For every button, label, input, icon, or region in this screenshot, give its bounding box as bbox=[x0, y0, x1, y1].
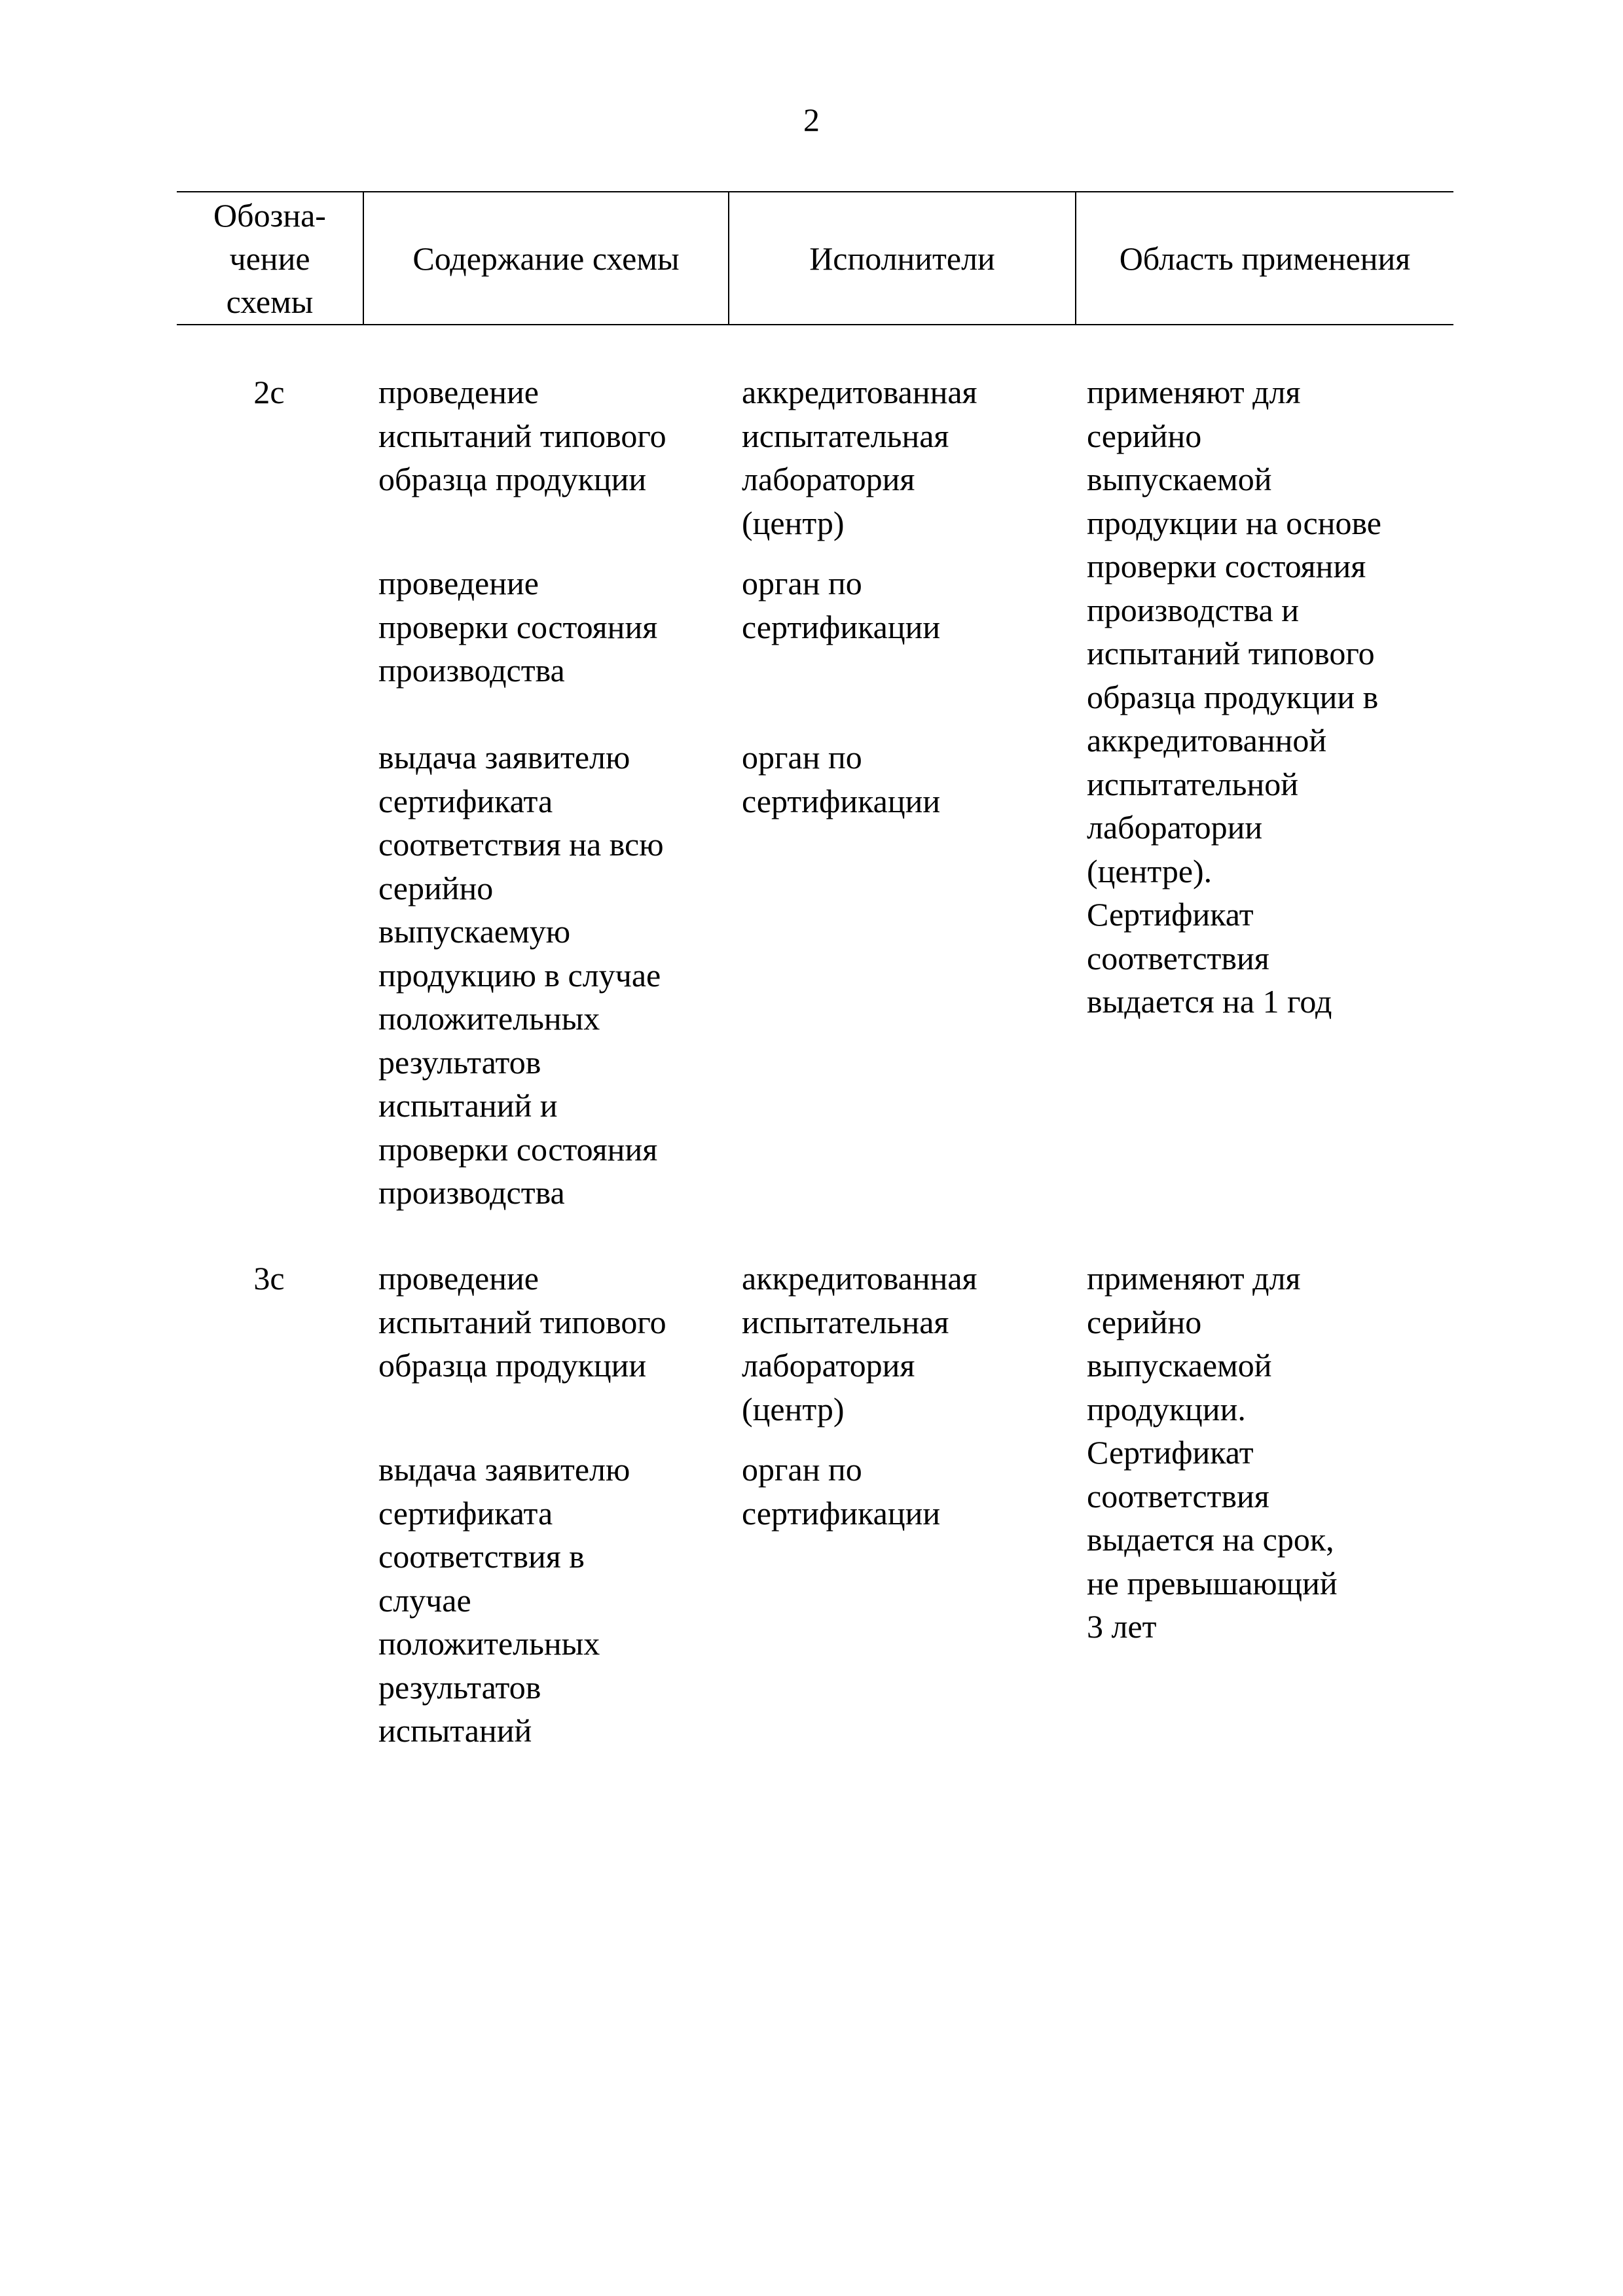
row-3c-step1-content: проведение испытаний типового образца продукции bbox=[378, 1260, 666, 1384]
header-designation: Обозна- чение схемы bbox=[213, 196, 326, 320]
header-scope: Область применения bbox=[1075, 192, 1453, 324]
row-3c-code: 3с bbox=[253, 1260, 285, 1297]
row-3c-step1-executor: аккредитованная испытательная лаборатория (центр) bbox=[742, 1260, 977, 1427]
row-2c-code: 2с bbox=[253, 374, 285, 410]
row-2c-step3-executor: орган по сертификации bbox=[742, 739, 941, 819]
row-3c-step2-executor: орган по сертификации bbox=[742, 1451, 941, 1532]
row-2c-step2-content: проведение проверки состояния производства bbox=[378, 565, 658, 689]
row-2c-step1-executor: аккредитованная испытательная лаборатория (центр) bbox=[742, 374, 977, 541]
header-content: Содержание схемы bbox=[363, 192, 728, 324]
row-2c-scope: применяют для серийно выпускаемой продукции на основе проверки состояния производства и испытаний типового образца продукции в аккредитованной испытательной лаборатории (центре). Сертификат соответствия выдается на 1 год bbox=[1087, 374, 1381, 1020]
header-executors: Исполнители bbox=[728, 192, 1075, 324]
table-header bbox=[177, 191, 1453, 325]
row-3c-scope: применяют для серийно выпускаемой продукции. Сертификат соответствия выдается на срок, не превышающий 3 лет bbox=[1087, 1260, 1338, 1645]
page-number: 2 bbox=[803, 101, 820, 138]
row-2c-step1-content: проведение испытаний типового образца продукции bbox=[378, 374, 666, 497]
row-2c-step2-executor: орган по сертификации bbox=[742, 565, 941, 645]
row-3c-step2-content: выдача заявителю сертификата соответствия в случае положительных результатов испытаний bbox=[378, 1451, 630, 1749]
row-2c-step3-content: выдача заявителю сертификата соответствия на всю серийно выпускаемую продукцию в случае положительных результатов испытаний и проверки состояния производства bbox=[378, 739, 664, 1211]
